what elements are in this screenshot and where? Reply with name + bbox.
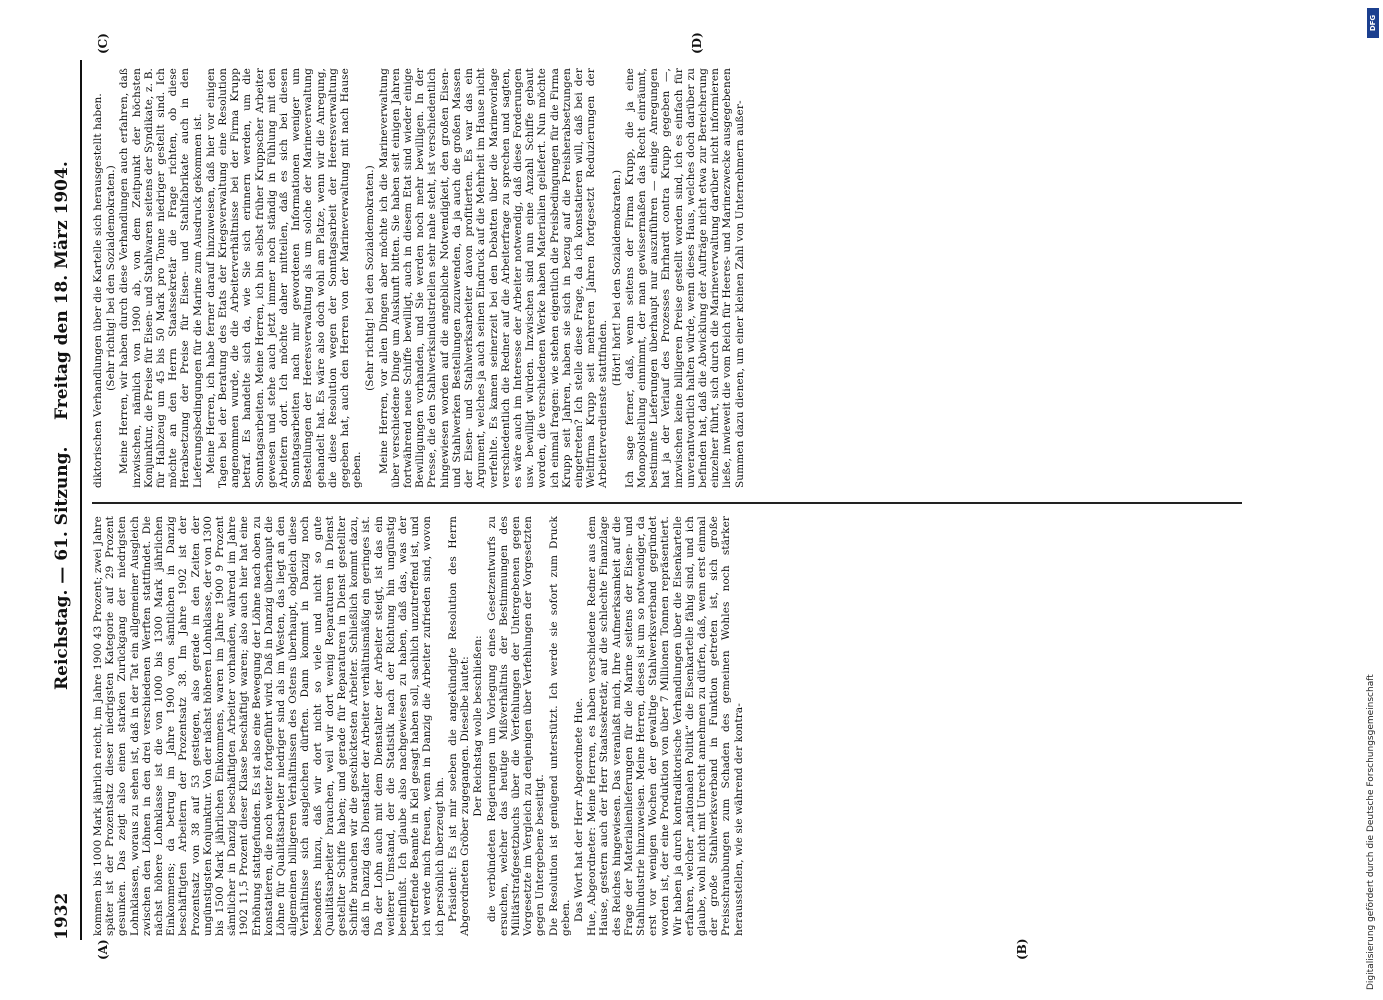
column-divider <box>92 502 1242 504</box>
margin-marker-d: (D) <box>690 32 704 54</box>
paragraph: Die Resolution ist genügend unterstützt. Ich werde sie sofort zum Druck geben. <box>547 516 572 936</box>
paragraph: Der Reichstag wolle beschließen: <box>472 635 485 817</box>
credit-text: Digitalisierung gefördert durch die Deutsche Forschungsgemeinschaft <box>1366 674 1376 990</box>
dfg-logo <box>1367 8 1379 38</box>
header-left-title: Reichstag. — 61. Sitzung. <box>52 446 72 690</box>
left-column <box>92 516 746 936</box>
paragraph: die verbündeten Regierungen um Vorlegung eines Gesetzentwurfs zu ersuchen, welcher das heutige Mißverhältnis der Bestimmungen des Militärstrafgesetzbuchs über die Verfehlungen der Untergebenen gegen Vorgesetzte im Vergleich zu denjenigen über Verfehlungen der Vorgesetzten gegen Untergebene beseitigt. <box>485 516 547 936</box>
margin-marker-a: (A) <box>96 939 110 960</box>
paragraph: diktorischen Verhandlungen über die Kartelle sich herausgestellt haben. <box>92 93 104 488</box>
paragraph: (Hört! hört! bei den Sozialdemokraten.) <box>610 169 623 387</box>
paragraph: kommen bis 1000 Mark jährlich reicht, im Jahre 1900 43 Prozent; zwei Jahre später ist der Prozentsatz dieser niedrigsten Kategorie auf 29 Prozent gesunken. Das zeigt also einen starken Zurückgang der niedrigsten Lohnklassen, woraus zu sehen ist, daß in der Tat ein allgemeiner Ausgleich zwischen den Löhnen in den drei verschiedenen Werften stattfindet. Die nächst höhere Lohnklasse ist die von 1000 bis 1300 Mark jährlichen Einkommens; da betrug im Jahre 1900 von sämtlichen in Danzig beschäftigten Arbeitern der Prozentsatz 38. Im Jahre 1902 ist der Prozentsatz von 38 auf 53 gestiegen, also gerade in den Zeiten der ungünstigsten Konjunktur. Von der nächst höheren Lohnklasse, der von 1300 bis 1500 Mark jährlichen Einkommens, waren im Jahre 1900 9 Prozent sämtlicher in Danzig beschäftigten Arbeiter vorhanden, während im Jahre 1902 11,5 Prozent dieser Klasse beschäftigt waren; also auch hier hat eine Erhöhung stattgefunden. Es ist also eine Bewegung der Löhne nach oben zu konstatieren, die noch weiter fortgeführt wird. Daß in Danzig überhaupt die Löhne für Qualitätsarbeiter niedriger sind als im Westen, das liegt an den allgemeinen billigeren Verhältnissen des Ostens überhaupt, obgleich diese Verhältnisse sich ausgleichen dürften. Dann kommt in Danzig noch besonders hinzu, daß wir dort nicht so viele und nicht so gute Qualitätsarbeiter brauchen, weil wir dort wenig Reparaturen in Dienst gestellter Schiffe haben; und gerade für Reparaturen in Dienst gestellter Schiffe brauchen wir die geschicktesten Arbeiter. Schließlich kommt dazu, daß in Danzig das Dienstalter der Arbeiter verhältnismäßig ein geringes ist. Da der Lohn auch mit dem Dienstalter der Arbeiter steigt, ist das ein weiterer Umstand, der die Statistik nach der Richtung hin ungünstig beeinflußt. Ich glaube also nachgewiesen zu haben, daß das, was der betreffende Beamte in Kiel gesagt haben soll, sachlich unzutreffend ist, und ich werde mich freuen, wenn in Danzig die Arbeiter zufrieden sind, wovon ich persönlich überzeugt bin. <box>92 516 446 936</box>
header-right-title: Freitag den 18. März 1904. <box>52 161 72 420</box>
margin-marker-b: (B) <box>1015 938 1029 960</box>
paragraph: Das Wort hat der Herr Abgeordnete Hue. <box>572 697 585 922</box>
right-column <box>92 68 747 488</box>
dfg-logo-text: DFG <box>1369 14 1377 32</box>
digitization-credit <box>1366 10 1380 990</box>
paragraph: Meine Herren, ich habe ferner darauf hinzuweisen, daß hier vor einigen Tagen bei der Beratung des Etats der Kriegsverwaltung eine Resolution angenommen wurde, die die Arbeiterverhältnisse bei der Firma Krupp betraf. Es handelte sich da, wie Sie sich erinnern werden, um die Sonntagsarbeiten. Meine Herren, ich bin selbst früher Kruppscher Arbeiter gewesen und stehe auch jetzt immer noch ständig in Fühlung mit den Arbeitern dort. Ich möchte daher mitteilen, daß es sich bei diesen Sonntagsarbeiten nach mir gewordenen Informationen weniger um Bestellungen der Heeresverwaltung als um solche der Marineverwaltung gehandelt hat. Es wäre also doch wohl am Platze, wenn wir die Anregung, die diese Resolution wegen der Sonntagsarbeit der Heeresverwaltung gegeben hat, auch den Herren von der Marineverwaltung mit nach Hause geben. <box>204 68 364 488</box>
paragraph: (Sehr richtig! bei den Sozialdemokraten.) <box>364 165 377 391</box>
paragraph: Meine Herren, vor allen Dingen aber möchte ich die Marineverwaltung über verschiedene Dinge um Auskunft bitten. Sie haben seit einigen Jahren fortwährend neue Schiffe bewilligt, auch in diesem Etat sind wieder einige Bewilligungen vorhanden, und Sie werden noch mehr bewilligen. In der Presse, die den Stahlwerksindustriellen sehr nahe steht, ist verschiedentlich hingewiesen worden auf die angebliche Notwendigkeit, den großen Eisen- und Stahlwerken Bestellungen zuzuwenden, da ja auch die großen Massen der Eisen- und Stahlwerksarbeiter davon profitierten. Es war das ein Argument, welches ja auch seinen Eindruck auf die Mehrheit im Hause nicht verfehlte. Es kamen seinerzeit bei den Debatten über die Marinevorlage verschiedentlich die Redner auf die Arbeiterfrage zu sprechen und sagten, es wäre auch im Interesse der Arbeiter notwendig, daß diese Forderungen usw. bewilligt würden. Inzwischen sind nun eine Anzahl Schiffe gebaut worden, die verschiedenen Werke haben Materialien geliefert. Nun möchte ich einmal fragen: wie stehen eigentlich die Preisbedingungen für die Firma Krupp seit Jahren, haben sie sich in bezug auf die Preisherabsetzungen eingetreten? Ich stelle diese Frage, da ich konstatieren will, daß bei der Weltfirma Krupp seit mehreren Jahren fortgesetzt Reduzierungen der Arbeiterverdienste stattfinden. <box>377 68 610 488</box>
page-number: 1932 <box>52 892 72 940</box>
margin-marker-c: (C) <box>96 33 110 54</box>
page-header <box>48 60 76 940</box>
paragraph: Hue, Abgeordneter: Meine Herren, es haben verschiedene Redner aus dem Hause, gestern auch der Herr Staatssekretär, auf die schlechte Finanzlage des Reiches hingewiesen. Das veranlaßt mich, Ihre Aufmerksamkeit auf die Frage der Materialienlieferungen für die Marine seitens der Eisen- und Stahlindustrie hinzuweisen. Meine Herren, dieses ist um so notwendiger, da erst vor wenigen Wochen der gewaltige Stahlwerksverband gegründet worden ist, der eine Produktion von über 7 Millionen Tonnen repräsentiert. Wir haben ja durch kontradiktorische Verhandlungen über die Eisenkartelle erfahren, welcher „nationalen Politik“ die Eisenkartelle fähig sind, und ich glaube, wohl nicht mit Unrecht annehmen zu dürfen, daß, wenn erst einmal der große Stahlwerksverband in Funktion getreten ist, sich große Preisschraubungen zum Schaden des gemeinen Wohles noch stärker herausstellen, wie sie während der kontra- <box>586 516 745 936</box>
paragraph: Meine Herren, wir haben durch diese Verhandlungen auch erfahren, daß inzwischen, nämlich von 1900 ab, von dem Zeitpunkt der höchsten Konjunktur, die Preise für Eisen- und Stahlwaren seitens der Syndikate, z. B. für Halbzeug um 45 bis 50 Mark pro Tonne niedriger gestellt sind. Ich möchte an den Herrn Staatssekretär die Frage richten, ob diese Herabsetzung der Preise für Eisen- und Stahlfabrikate auch in den Lieferungsbedingungen für die Marine zum Ausdruck gekommen ist. <box>118 68 204 488</box>
header-rule <box>80 60 82 940</box>
paragraph: Ich sage ferner, daß, wenn seitens der Firma Krupp, die ja eine Monopolstellung einnimmt, der man gewissermaßen das Recht einräumt, bestimmte Lieferungen überhaupt nur auszuführen — einige Anregungen hat ja der Verlauf des Prozesses Ehrhardt contra Krupp gegeben —, inzwischen keine billigeren Preise gestellt worden sind, ich es einfach für unverantwortlich halten würde, wenn dieses Haus, welches doch darüber zu befinden hat, daß die Abwicklung der Aufträge nicht etwa zur Bereicherung einzelner führt, sich durch die Marineverwaltung darüber nicht informieren ließe, inwieweit die vom Reich für Heeres- und Marinezwecke ausgegebenen Summen dazu dienen, um einer kleinen Zahl von Unternehmern außer- <box>623 68 746 488</box>
paragraph: Präsident: Es ist mir soeben die angekündigte Resolution des Herrn Abgeordneten Gröber zugegangen. Dieselbe lautet: <box>446 516 472 936</box>
paragraph: (Sehr richtig! bei den Sozialdemokraten.) <box>105 165 118 391</box>
